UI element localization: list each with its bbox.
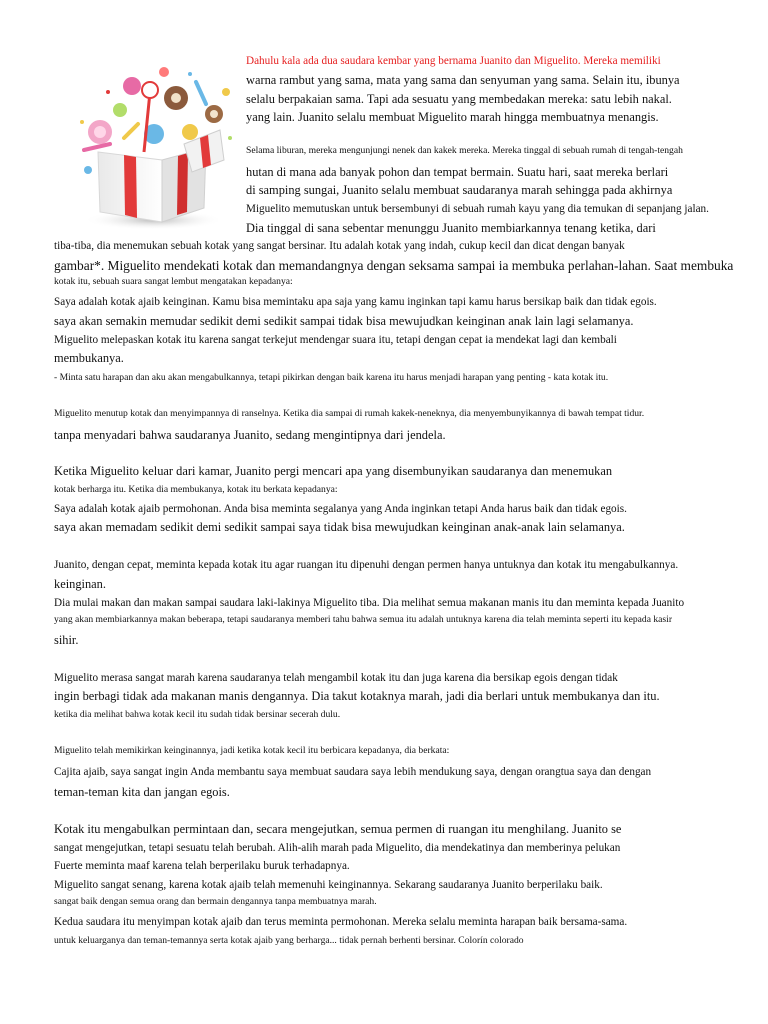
story-line: hutan di mana ada banyak pohon dan tempat bermain. Suatu hari, saat mereka berlari [246,165,669,179]
story-line: sangat baik dengan semua orang dan bermain dengannya tanpa membuatnya marah. [54,896,377,907]
story-line: Selama liburan, mereka mengunjungi nenek dan kakek mereka. Mereka tinggal di sebuah rumah di tengah-tengah [246,145,683,156]
story-line: tiba-tiba, dia menemukan sebuah kotak yang sangat bersinar. Itu adalah kotak yang indah, cukup kecil dan dicat dengan banyak [54,240,625,252]
story-line: untuk keluarganya dan teman-temannya serta kotak ajaib yang berharga... tidak pernah berhenti bersinar. Colorín colorado [54,935,524,946]
story-line: Miguelito menutup kotak dan menyimpannya di ranselnya. Ketika dia sampai di rumah kakek-neneknya, dia menyembunyikannya di bawah tempat tidur. [54,408,645,419]
story-line: Dia tinggal di sana sebentar menunggu Juanito membiarkannya tenang ketika, dari [246,221,656,235]
story-line: membukanya. [54,351,124,365]
story-line: sihir. [54,633,79,647]
story-line: Saya adalah kotak ajaib permohonan. Anda bisa meminta segalanya yang Anda inginkan tetapi Anda harus baik dan tidak egois. [54,503,627,515]
story-line: Juanito, dengan cepat, meminta kepada kotak itu agar ruangan itu dipenuhi dengan permen hanya untuknya dan kotak itu mengabulkannya. [54,559,679,571]
story-line: selalu berpakaian sama. Tapi ada sesuatu yang membedakan mereka: satu lebih nakal. [246,92,672,106]
story-line: teman-teman kita dan jangan egois. [54,785,230,799]
story-line: Miguelito merasa sangat marah karena saudaranya telah mengambil kotak itu dan juga karena dia bersikap egois dengan tidak [54,672,618,684]
story-line: kotak itu, sebuah suara sangat lembut mengatakan kepadanya: [54,276,293,287]
story-line: Kedua saudara itu menyimpan kotak ajaib dan terus meminta permohonan. Mereka selalu meminta harapan baik bersama-sama. [54,916,628,928]
story-line: saya akan memadam sedikit demi sedikit sampai saya tidak bisa mewujudkan keinginan anak-anak lain selamanya. [54,520,625,534]
story-line: warna rambut yang sama, mata yang sama dan senyuman yang sama. Selain itu, ibunya [246,73,680,87]
story-line: Miguelito memutuskan untuk bersembunyi di sebuah rumah kayu yang dia temukan di sepanjang jalan. [246,203,709,215]
story-line: sangat mengejutkan, tetapi sesuatu telah berubah. Alih-alih marah pada Miguelito, dia mendekatinya dan memberinya pelukan [54,842,621,854]
story-line: gambar*. Miguelito mendekati kotak dan memandangnya dengan seksama sampai ia membuka perlahan-lahan. Saat membuka [54,258,734,273]
story-line: di samping sungai, Juanito selalu membuat saudaranya marah sehingga pada akhirnya [246,183,673,197]
story-line: Fuerte meminta maaf karena telah berperilaku buruk terhadapnya. [54,860,350,872]
story-line: yang akan membiarkannya makan beberapa, tetapi saudaranya memberi tahu bahwa semua itu adalah untuknya karena dia telah meminta seperti itu kepada kasir [54,614,673,625]
story-line: ingin berbagi tidak ada makanan manis dengannya. Dia takut kotaknya marah, jadi dia berlari untuk membukanya dan itu. [54,689,660,703]
story-line: Miguelito melepaskan kotak itu karena sangat terkejut mendengar suara itu, tetapi dengan cepat ia mendekat lagi dan kembali [54,334,617,346]
story-line: Kotak itu mengabulkan permintaan dan, secara mengejutkan, semua permen di ruangan itu menghilang. Juanito se [54,822,622,836]
gift-box-candy-icon [64,52,240,232]
story-line: Ketika Miguelito keluar dari kamar, Juanito pergi mencari apa yang disembunyikan saudaranya dan menemukan [54,464,613,478]
story-line: ketika dia melihat bahwa kotak kecil itu sudah tidak bersinar secerah dulu. [54,709,341,720]
story-line: Dahulu kala ada dua saudara kembar yang bernama Juanito dan Miguelito. Mereka memiliki [246,55,661,67]
story-line: Miguelito telah memikirkan keinginannya, jadi ketika kotak kecil itu berbicara kepadanya, dia berkata: [54,745,450,756]
story-line: Dia mulai makan dan makan sampai saudara laki-lakinya Miguelito tiba. Dia melihat semua makanan manis itu dan meminta kepada Juanito [54,597,685,609]
story-line: yang lain. Juanito selalu membuat Miguelito marah hingga membuatnya menangis. [246,110,659,124]
story-line: Miguelito sangat senang, karena kotak ajaib telah memenuhi keinginannya. Sekarang saudaranya Juanito berperilaku baik. [54,879,603,891]
story-line: kotak berharga itu. Ketika dia membukanya, kotak itu berkata kepadanya: [54,484,338,495]
story-line: - Minta satu harapan dan aku akan mengabulkannya, tetapi pikirkan dengan baik karena itu harus menjadi harapan yang penting - kata kotak itu. [54,372,609,383]
story-line: tanpa menyadari bahwa saudaranya Juanito, sedang mengintipnya dari jendela. [54,428,446,442]
story-line: keinginan. [54,577,106,591]
story-line: Saya adalah kotak ajaib keinginan. Kamu bisa memintaku apa saja yang kamu inginkan tapi kamu harus bersikap baik dan tidak egois. [54,296,657,308]
story-line: saya akan semakin memudar sedikit demi sedikit sampai tidak bisa mewujudkan keinginan anak lain lagi selamanya. [54,314,634,328]
story-line: Cajita ajaib, saya sangat ingin Anda membantu saya membuat saudara saya lebih mendukung saya, dengan orangtua saya dan dengan [54,766,652,778]
